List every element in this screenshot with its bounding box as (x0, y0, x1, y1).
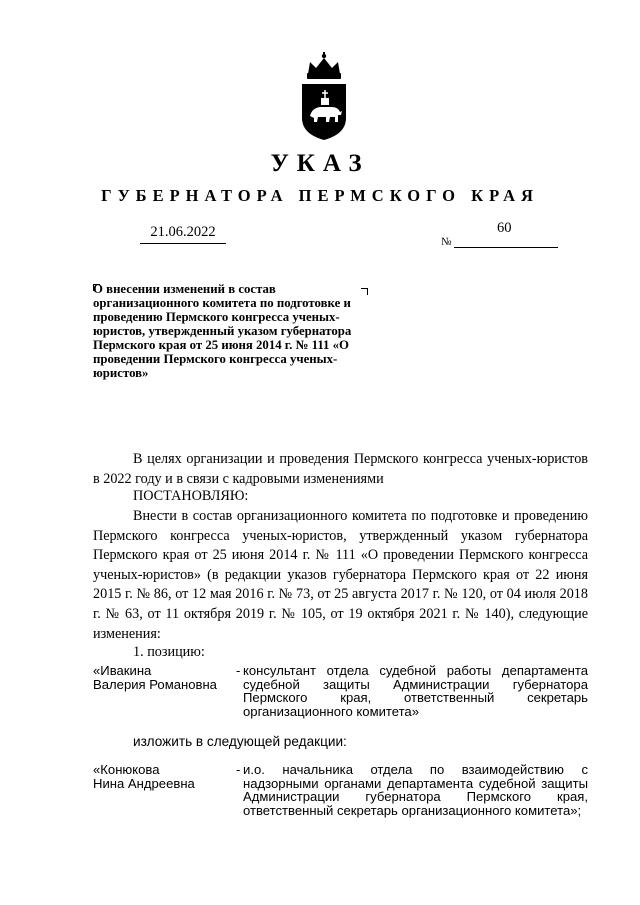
new-entry-given-name: Нина Андреевна (93, 775, 195, 791)
new-entry-dash: - (236, 762, 241, 777)
old-position-entry (93, 664, 588, 724)
new-entry-name (93, 763, 233, 790)
old-entry-given-name: Валерия Романовна (93, 676, 217, 692)
replace-instruction: изложить в следующей редакции: (133, 734, 347, 749)
old-entry-dash: - (236, 663, 241, 678)
new-entry-description: и.о. начальника отдела по взаимодействию с надзорными органами департамента судебной защиты Администрации губернатора Пермского края, ответственный секретарь организационного комитета»; (243, 762, 588, 818)
document-subtitle: ГУБЕРНАТОРА ПЕРМСКОГО КРАЯ (101, 186, 539, 205)
old-entry-name (93, 664, 233, 691)
coat-of-arms-emblem (294, 52, 354, 142)
main-paragraph: Внести в состав организационного комитета по подготовке и проведению Пермского конгресса ученых-юристов, утвержденный указом губернатора Пермского края от 25 июня 2014 г. № 111 «О проведении Пермского конгресса ученых-юристов» (в редакции указов губернатора Пермского края от 22 июня 2015 г. № 86, от 12 мая 2016 г. № 73, от 25 августа 2017 г. № 120, от 04 июля 2018 г. № 63, от 11 октября 2019 г. № 105, от 19 октября 2021 г. № 140), следующие изменения: (93, 508, 588, 642)
decree-number: 60 (497, 220, 512, 236)
old-entry-surname: «Ивакина (93, 663, 152, 678)
decree-date: 21.06.2022 (140, 224, 226, 244)
document-title: УКАЗ (270, 150, 370, 177)
decree-subject: О внесении изменений в состав организационного комитета по подготовке и проведению Пермского конгресса ученых-юристов, утвержденный указом губернатора Пермского края от 25 июня 2014 г. № 111 «О проведении Пермского конгресса ученых-юристов» (93, 282, 352, 380)
decree-word: ПОСТАНОВЛЯЮ: (133, 488, 249, 504)
number-underline (454, 247, 558, 248)
item-1-label: 1. позицию: (133, 644, 205, 660)
new-position-entry (93, 763, 588, 833)
old-entry-description: консультант отдела судебной работы департамента судебной защиты Администрации губернатора Пермского края, ответственный секретарь организационного комитета» (243, 663, 588, 719)
number-sign: № (441, 236, 452, 248)
intro-paragraph: В целях организации и проведения Пермского конгресса ученых-юристов в 2022 году и в связи с кадровыми изменениями (93, 451, 588, 487)
new-entry-surname: «Конюкова (93, 762, 160, 777)
